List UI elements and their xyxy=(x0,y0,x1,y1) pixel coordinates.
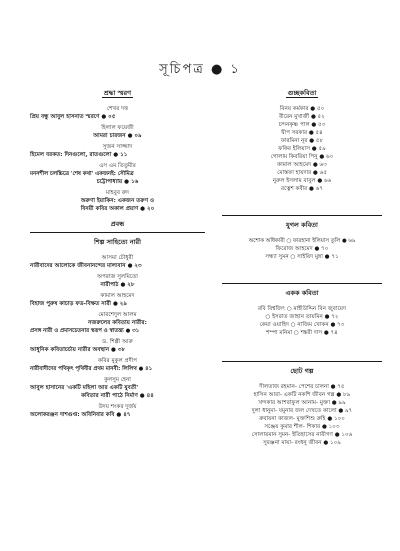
author: সুজন সাজ্জাদ xyxy=(102,144,133,150)
author: এস এম তিতুমীর xyxy=(99,163,136,169)
author: কবির মুকুল প্রদীপ xyxy=(98,358,137,364)
left-column xyxy=(30,88,205,419)
section-heading-short-stories: ছোট গল্প xyxy=(222,361,382,377)
entry-title: নারীপাঠ ● ২৮ xyxy=(100,282,135,288)
entry-title: আবুল হাসানের 'একটি মহিলা আর একটি যুবতী' xyxy=(30,385,139,391)
list-item: শম্পা মনিমা ○ শঙ্করী দাস ● ৭৪ xyxy=(266,330,338,336)
list-item: সুরঞ্জনা মায়া- রংধনু জীবন ● ১০৯ xyxy=(263,440,341,446)
entry-title: প্রসঙ্গ নারী ও প্রমাসচেতনার স্বরূপ ও স্বাতন্ত্র্য ● ৩১ xyxy=(30,328,140,334)
list-item: দীলতাজ রহমান- পেশের চালনা ● ৭৫ xyxy=(259,384,345,390)
list-item: কেয়া ওয়াহিদ ○ নাজিম খোকন ● ৭৩ xyxy=(259,322,345,328)
list-item: সোলায়মান সুমন- ইতিহাসের নারীগণ ● ১০৬ xyxy=(251,432,353,438)
section-heading-single-poems: একক কবিতা xyxy=(222,283,382,299)
entry-title: বিনয়ী কবির অকাল প্রয়াণ ● ২০ xyxy=(80,206,155,212)
author: মাহবুব রুদ xyxy=(106,190,129,196)
entry-title: মননশীল চলচ্চিত্রে 'শেষ কথা' একজনই: সৌমিত্র xyxy=(30,171,134,177)
entry-title: কবিতার নারী পাঠে নির্মাণ ● ৪৪ xyxy=(81,393,154,399)
section-heading-poem-cluster: গুচ্ছকবিতা xyxy=(287,89,317,97)
section-heading-tribute: শ্রদ্ধা স্মরণ xyxy=(103,89,132,97)
author: শেখর দত্ত xyxy=(106,106,129,112)
list-item: ফারমিনা নূর ● ৫৮ xyxy=(280,138,324,144)
author: কুলসুম হেনা xyxy=(104,377,131,383)
list-item: নুরুল ইসলাম বাবুল ● ৬৬ xyxy=(272,178,332,184)
entry-title: নজরুলের কবিতায় নারীর: xyxy=(88,320,147,326)
list-item: রুবায়না কাজল- মুক্তশিশু রুহি ● ১০০ xyxy=(259,416,345,422)
entry-title: অরুণা ইয়াকিন: একজন তরুণ ও xyxy=(80,198,155,204)
list-item: গোলাম কিবরিয়া পিনু ● ৬০ xyxy=(270,154,334,160)
entry-title: নারীবাদের আলোকে জীবনানন্দের মাল্যবান ● ২৩ xyxy=(30,263,142,269)
list-item: মোস্তফা হায়দার ● ৬৫ xyxy=(277,170,327,176)
author: অপরাজ সুলমিতো xyxy=(97,274,138,280)
section-heading-couple-poems: যুগল কবিতা xyxy=(222,215,382,231)
author: মোরশেদুল আলম xyxy=(98,312,137,318)
author: আসমা চৌধুরী xyxy=(101,255,134,261)
list-item: হাসিন আরা- একটি নকশি জীবন গল্প ● ৮৯ xyxy=(253,392,351,398)
author: উদয় শংকর দুর্জয় xyxy=(98,404,137,410)
entry-title: চট্টোপাধ্যায় ● ১৬ xyxy=(96,179,139,185)
page-title: সূচিপত্র ● ১ xyxy=(159,62,241,77)
list-item: দ্বীপ সরকার ● ৫৪ xyxy=(281,130,323,136)
list-item: কামাল আহমেদ ● ৬৩ xyxy=(277,162,327,168)
author: ড. শিল্পী আরু xyxy=(102,339,133,345)
list-item: দুলা ধানুমা- যমুনার জল দেখতে কালো ● ৯৭ xyxy=(251,408,353,414)
section-subheading: শিল্প সাহিত্যে নারী xyxy=(30,232,205,248)
entry-title: আমরা চারজন ● ০৯ xyxy=(93,133,142,139)
list-item: ফকির ইলিয়াস ● ৫৯ xyxy=(278,146,326,152)
list-item: রবি বিশ্বজিৎ ○ মাহীউদ্দিন বিন জুবায়েদ xyxy=(257,306,347,312)
list-item: ○ ইসরাত জাহান তায়মিন ● ৭২ xyxy=(265,314,339,320)
entry-title: নারীবাদীদের পথিকৃৎ পৃথিবীর প্রথম মানবী: লিলিথ ● ৪১ xyxy=(30,366,153,372)
list-item: বীরেন মুখার্জী ● ৫২ xyxy=(279,114,325,120)
entry-title: বিহাজ পুরুষ কাচাড় ফড-বিক্ষত নারী ● ২৯ xyxy=(30,301,128,307)
entry-title: আধুনিক কবিতাচর্চায় নারীর অবস্থান ● ৩৮ xyxy=(30,347,126,353)
entry-title: হিমেল বরকত: দিনগুলো, রাতগুলো ● ১১ xyxy=(30,152,128,158)
list-item: অশোক অধিকারী ○ ফারহানা ইলিয়াস তুলি ● ৬৯ xyxy=(248,238,356,244)
section-heading-essay: প্রবন্ধ xyxy=(110,220,125,228)
right-column xyxy=(222,88,382,447)
author: হিলাল ফয়েজী xyxy=(101,125,134,131)
entry-title: প্রিয় বন্ধু আবুল হাসনাত স্মরণে ● ০৫ xyxy=(30,114,116,120)
list-item: ফিরোজ আহমেদ ● ৭০ xyxy=(275,246,329,252)
list-item: সন্ধ্যা সুমন ○ সাইয়িদ মুন্না ● ৭১ xyxy=(265,254,339,260)
entry-title: অলোকরঞ্জন দাশগুপ্ত: অবিনিবার কবি ● ৪৭ xyxy=(30,412,131,418)
list-item: চন্দনকৃষ্ণ পাল ● ৫৩ xyxy=(278,122,326,128)
list-item: বিনয় কর্মকার ● ৫০ xyxy=(279,106,325,112)
list-item: সঞ্জেয় কুমার শীল- শিকার ● ১০৩ xyxy=(264,424,340,430)
author: কামাল আহমেদ xyxy=(100,293,135,299)
list-item: খন্দকার আশরাফুল আনাম- মুক্তা ● ৯৯ xyxy=(258,400,346,406)
list-item: রত্নেশ কবীর ● ৬৭ xyxy=(281,186,323,192)
